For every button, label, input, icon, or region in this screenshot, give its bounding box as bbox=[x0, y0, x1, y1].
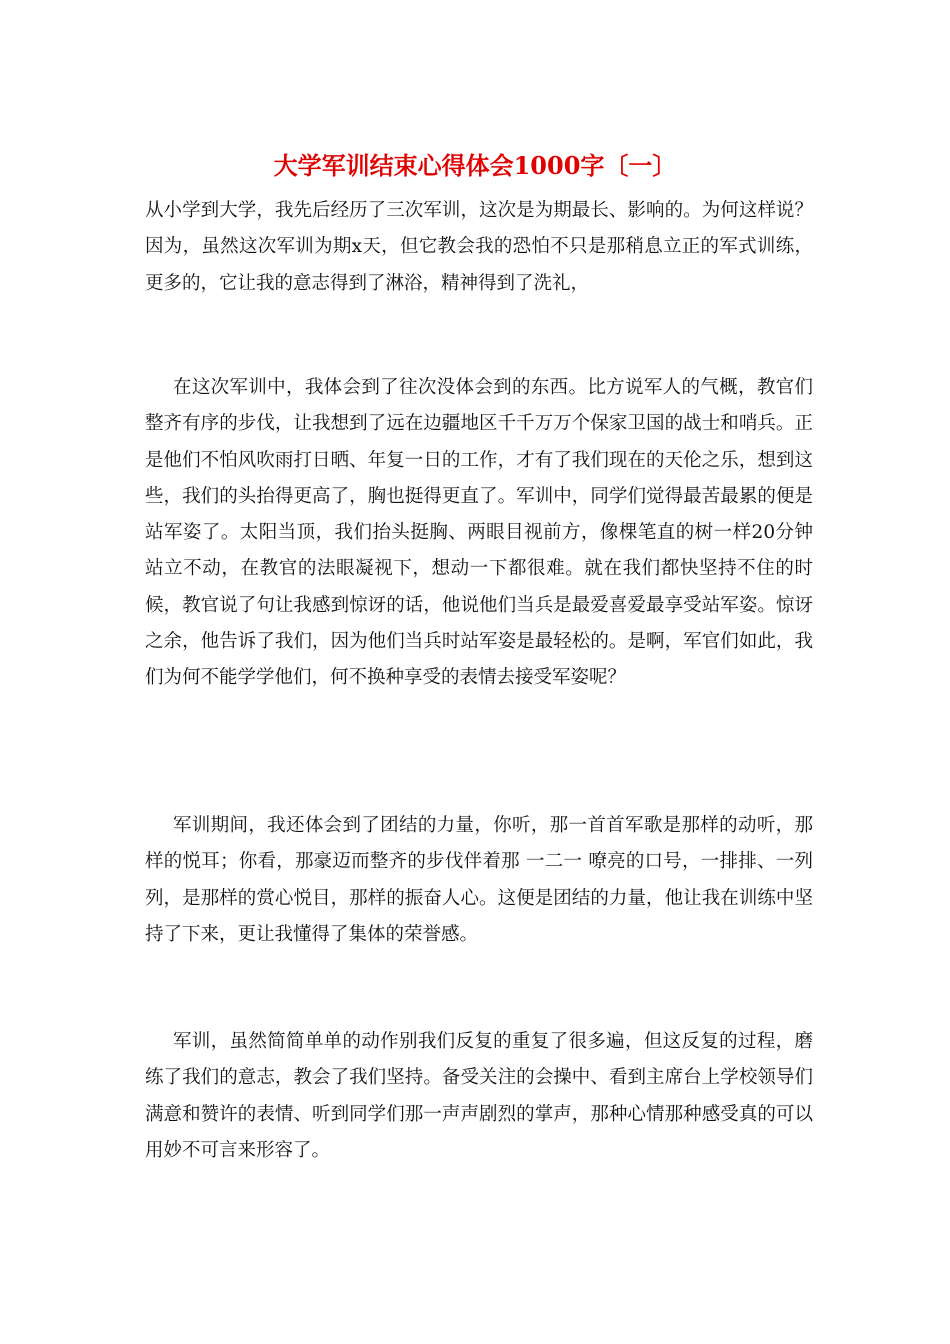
document-title: 大学军训结束心得体会1000字〔一〕 bbox=[273, 151, 677, 180]
paragraph-intro: 从小学到大学，我先后经历了三次军训，这次是为期最长、影响的。为何这样说？因为，虽然这次军训为期x天，但它教会我的恐怕不只是那稍息立正的军式训练，更多的，它让我的意志得到了淋浴，精神得到了洗礼， bbox=[145, 200, 813, 294]
paragraph-conclusion: 军训，虽然简简单单的动作别我们反复的重复了很多遍，但这反复的过程，磨练了我们的意志，教会了我们坚持。备受关注的会操中、看到主席台上学校领导们满意和赞许的表情、听到同学们那一声声剧烈的掌声，那种心情那种感受真的可以用妙不可言来形容了。 bbox=[145, 1031, 813, 1161]
paragraph-unity: 军训期间，我还体会到了团结的力量，你听，那一首首军歌是那样的动听，那样的悦耳；你看，那豪迈而整齐的步伐伴着那 一二一 嘹亮的口号，一排排、一列列，是那样的赏心悦目，那样的振奋人心。这便是团结的力量，他让我在训练中坚持了下来，更让我懂得了集体的荣誉感。 bbox=[145, 815, 813, 945]
paragraph-experience: 在这次军训中，我体会到了往次没体会到的东西。比方说军人的气概，教官们整齐有序的步伐，让我想到了远在边疆地区千千万万个保家卫国的战士和哨兵。正是他们不怕风吹雨打日晒、年复一日的工作，才有了我们现在的天伦之乐，想到这些，我们的头抬得更高了，胸也挺得更直了。军训中，同学们觉得最苦最累的便是站军姿了。太阳当顶，我们抬头挺胸、两眼目视前方，像棵笔直的树一样20分钟站立不动，在教官的法眼凝视下，想动一下都很难。就在我们都快坚持不住的时候，教官说了句让我感到惊讶的话，他说他们当兵是最爱喜爱最享受站军姿。惊讶之余，他告诉了我们，因为他们当兵时站军姿是最轻松的。是啊，军官们如此，我们为何不能学学他们，何不换种享受的表情去接受军姿呢？ bbox=[145, 377, 813, 689]
